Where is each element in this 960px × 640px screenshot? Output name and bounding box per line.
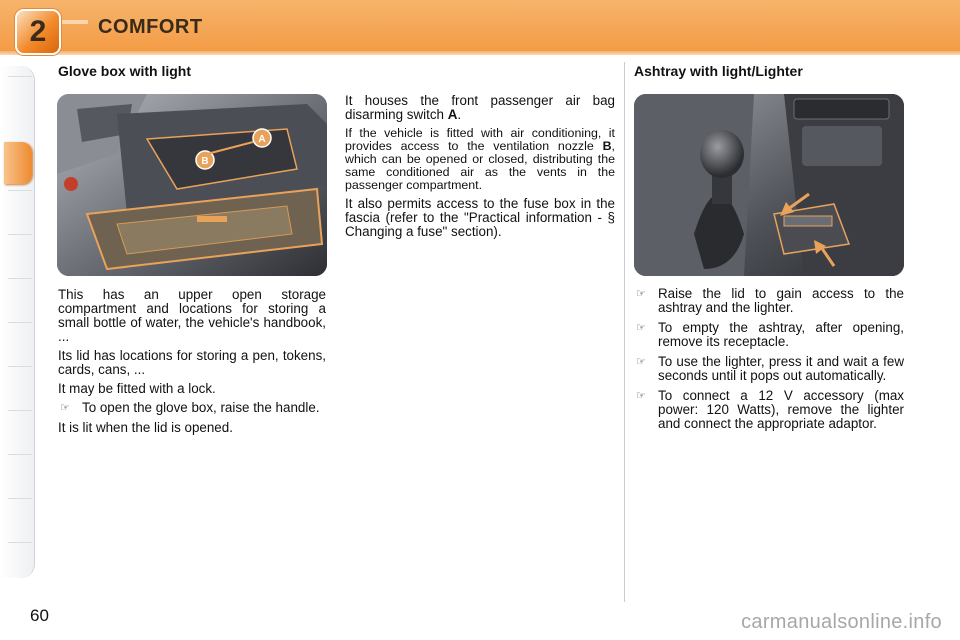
bullet-text: To connect a 12 V accessory (max power: 120 Watts), remove the lighter and connect the appropriate adaptor. [658, 388, 904, 431]
chapter-badge: 2 [15, 9, 61, 55]
page-number: 60 [30, 606, 49, 625]
list-item [634, 287, 904, 315]
section-title: COMFORT [98, 16, 203, 38]
chapter-tab-4[interactable] [8, 234, 32, 277]
ashtray-drawing [634, 94, 904, 276]
middle-p2-end: , which can be opened or closed, distributing the same conditioned air as the vents in the passenger compartment. [345, 139, 615, 192]
glove-box-drawing [57, 94, 327, 276]
middle-p1-text: It houses the front passenger air bag disarming switch [345, 93, 615, 122]
glove-box-paragraph-3: It may be fitted with a lock. [58, 381, 216, 396]
chapter-tab-6[interactable] [8, 322, 32, 365]
header-divider [58, 20, 88, 24]
nozzle-label-b: B [602, 139, 612, 153]
glove-box-illustration [57, 94, 327, 276]
ashtray-bullets [634, 287, 904, 431]
column-divider [624, 62, 625, 602]
chapter-tab-10[interactable] [8, 498, 32, 541]
bullet-text: To open the glove box, raise the handle. [82, 400, 320, 415]
switch-label-a: A [447, 107, 458, 122]
pointing-hand-icon: ☞ [636, 288, 646, 300]
bullet-text: To use the lighter, press it and wait a few seconds until it pops out automatically. [658, 354, 904, 383]
bullet-text: Raise the lid to gain access to the ashtray and the lighter. [658, 286, 904, 315]
middle-paragraph-3: It also permits access to the fuse box in the fascia (refer to the "Practical information - § Changing a fuse" section). [345, 196, 615, 239]
chapter-tab-8[interactable] [8, 410, 32, 453]
pointing-hand-icon: ☞ [636, 390, 646, 402]
list-item [634, 355, 904, 383]
label-a: A [258, 134, 266, 145]
ashtray-heading: Ashtray with light/Lighter [634, 63, 803, 79]
middle-paragraph-2 [345, 127, 615, 192]
bullet-text: To empty the ashtray, after opening, remove its receptacle. [658, 320, 904, 349]
chapter-tab-9[interactable] [8, 454, 32, 497]
middle-paragraph-1 [345, 94, 615, 122]
pointing-hand-icon: ☞ [636, 356, 646, 368]
label-b: B [201, 156, 209, 167]
chapter-tab-3[interactable] [8, 190, 32, 233]
chapter-tab-2-active[interactable] [4, 142, 32, 184]
glove-box-closing: It is lit when the lid is opened. [58, 420, 233, 435]
middle-p1-end: . [457, 107, 462, 122]
pointing-hand-icon: ☞ [636, 322, 646, 334]
list-item [634, 389, 904, 431]
middle-p2-start: If the vehicle is fitted with air conditioning, it provides access to the ventilation nozzle [345, 126, 615, 153]
watermark: carmanualsonline.info [741, 611, 942, 633]
chapter-tab-rail [0, 66, 35, 578]
chapter-tab-11[interactable] [8, 542, 32, 585]
chapter-tab-7[interactable] [8, 366, 32, 409]
ashtray-illustration [634, 94, 904, 276]
glove-box-heading: Glove box with light [58, 63, 191, 79]
pointing-hand-icon: ☞ [60, 402, 70, 414]
chapter-tab-1[interactable] [8, 76, 32, 119]
ashtray-text [634, 287, 904, 437]
list-item [634, 321, 904, 349]
glove-box-paragraph-2: Its lid has locations for storing a pen, tokens, cards, cans, ... [58, 348, 326, 377]
middle-text [345, 94, 615, 244]
list-item [58, 401, 326, 415]
glove-box-text [58, 288, 326, 440]
chapter-tab-5[interactable] [8, 278, 32, 321]
glove-box-paragraph-1: This has an upper open storage compartment and locations for storing a small bottle of water, the vehicle's handbook, ... [58, 287, 326, 344]
glove-box-bullets [58, 401, 326, 415]
